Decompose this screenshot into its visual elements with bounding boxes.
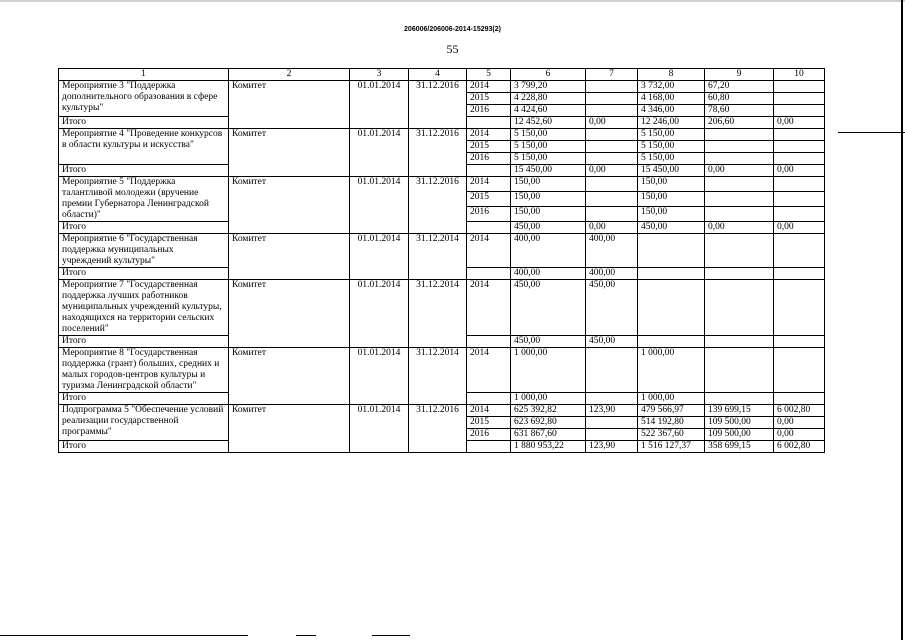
scan-top-edge <box>0 0 905 2</box>
value-c10 <box>774 105 825 117</box>
total-year-cell <box>467 336 511 348</box>
year-row <box>59 234 825 268</box>
start-date: 01.01.2014 <box>350 280 409 348</box>
executor: Комитет <box>229 234 350 280</box>
year-cell: 2016 <box>467 429 511 441</box>
value-c8: 5 150,00 <box>638 141 705 153</box>
value-c7: 123,90 <box>586 405 638 417</box>
value-c10 <box>774 141 825 153</box>
value-c6: 623 692,80 <box>511 417 586 429</box>
total-c7: 0,00 <box>586 117 638 129</box>
value-c6: 3 799,20 <box>511 81 586 93</box>
column-number: 9 <box>705 69 774 81</box>
total-c9: 206,60 <box>705 117 774 129</box>
total-c9: 0,00 <box>705 165 774 177</box>
document-id: 206006/206006-2014-15293(2) <box>404 26 501 33</box>
total-c8: 15 450,00 <box>638 165 705 177</box>
total-c7: 123,90 <box>586 441 638 453</box>
value-c8: 3 732,00 <box>638 81 705 93</box>
executor: Комитет <box>229 348 350 405</box>
total-label: Итого <box>59 336 229 348</box>
column-number: 7 <box>586 69 638 81</box>
value-c6: 400,00 <box>511 234 586 268</box>
value-c7 <box>586 429 638 441</box>
value-c9 <box>705 348 774 393</box>
value-c6: 625 392,82 <box>511 405 586 417</box>
end-date: 31.12.2014 <box>409 280 467 348</box>
value-c10 <box>774 234 825 268</box>
end-date: 31.12.2016 <box>409 81 467 129</box>
start-date: 01.01.2014 <box>350 177 409 234</box>
value-c8 <box>638 234 705 268</box>
total-c6: 12 452,60 <box>511 117 586 129</box>
end-date: 31.12.2016 <box>409 177 467 234</box>
total-year-cell <box>467 117 511 129</box>
value-c10 <box>774 129 825 141</box>
total-label: Итого <box>59 165 229 177</box>
year-cell: 2016 <box>467 207 511 222</box>
value-c9 <box>705 177 774 192</box>
value-c7 <box>586 177 638 192</box>
total-c6: 15 450,00 <box>511 165 586 177</box>
value-c10 <box>774 280 825 336</box>
column-number: 8 <box>638 69 705 81</box>
value-c7 <box>586 348 638 393</box>
total-c8: 1 516 127,37 <box>638 441 705 453</box>
total-c9: 0,00 <box>705 222 774 234</box>
total-c8: 1 000,00 <box>638 393 705 405</box>
value-c10 <box>774 177 825 192</box>
year-cell: 2015 <box>467 417 511 429</box>
total-c10: 0,00 <box>774 117 825 129</box>
value-c9 <box>705 192 774 207</box>
executor: Комитет <box>229 129 350 177</box>
measure-name: Мероприятие 6 "Государственная поддержка муниципальных учреждений культуры" <box>59 234 229 268</box>
value-c6: 150,00 <box>511 177 586 192</box>
value-c10: 0,00 <box>774 429 825 441</box>
value-c7 <box>586 93 638 105</box>
total-year-cell <box>467 268 511 280</box>
value-c6: 450,00 <box>511 280 586 336</box>
total-c9 <box>705 336 774 348</box>
total-c7: 400,00 <box>586 268 638 280</box>
total-c9 <box>705 393 774 405</box>
start-date: 01.01.2014 <box>350 234 409 280</box>
value-c9 <box>705 280 774 336</box>
value-c7 <box>586 141 638 153</box>
value-c6: 5 150,00 <box>511 153 586 165</box>
end-date: 31.12.2014 <box>409 348 467 405</box>
value-c6: 4 424,60 <box>511 105 586 117</box>
value-c8: 5 150,00 <box>638 153 705 165</box>
value-c10 <box>774 81 825 93</box>
value-c6: 1 000,00 <box>511 348 586 393</box>
total-c6: 1 000,00 <box>511 393 586 405</box>
measure-name: Мероприятие 5 "Поддержка талантливой молодежи (вручение премии Губернатора Ленинградской области)" <box>59 177 229 222</box>
value-c8: 514 192,80 <box>638 417 705 429</box>
total-c6: 400,00 <box>511 268 586 280</box>
value-c6: 4 228,80 <box>511 93 586 105</box>
measure-name: Мероприятие 7 "Государственная поддержка лучших работников муниципальных учреждений культуры, находящихся на территории сельских поселений" <box>59 280 229 336</box>
value-c8: 150,00 <box>638 177 705 192</box>
total-c8: 450,00 <box>638 222 705 234</box>
value-c7 <box>586 81 638 93</box>
value-c9 <box>705 234 774 268</box>
total-c7: 450,00 <box>586 336 638 348</box>
end-date: 31.12.2014 <box>409 234 467 280</box>
measure-name: Мероприятие 8 "Государственная поддержка (грант) больших, средних и малых городов-центров культуры и туризма Ленинградской области" <box>59 348 229 393</box>
program-funding-table <box>58 68 825 453</box>
total-c6: 450,00 <box>511 222 586 234</box>
executor: Комитет <box>229 81 350 129</box>
value-c9 <box>705 207 774 222</box>
total-c10: 6 002,80 <box>774 441 825 453</box>
value-c8: 150,00 <box>638 207 705 222</box>
value-c9 <box>705 141 774 153</box>
start-date: 01.01.2014 <box>350 81 409 129</box>
executor: Комитет <box>229 280 350 348</box>
value-c8 <box>638 280 705 336</box>
value-c10 <box>774 153 825 165</box>
year-cell: 2014 <box>467 405 511 417</box>
total-year-cell <box>467 222 511 234</box>
year-row <box>59 129 825 141</box>
total-c7: 0,00 <box>586 222 638 234</box>
total-c6: 450,00 <box>511 336 586 348</box>
year-row <box>59 280 825 336</box>
column-number: 4 <box>409 69 467 81</box>
total-c10: 0,00 <box>774 222 825 234</box>
column-number: 1 <box>59 69 229 81</box>
value-c9: 109 500,00 <box>705 429 774 441</box>
total-c10 <box>774 393 825 405</box>
executor: Комитет <box>229 177 350 234</box>
total-label: Итого <box>59 268 229 280</box>
measure-name: Мероприятие 3 "Поддержка дополнительного образования в сфере культуры" <box>59 81 229 117</box>
value-c8: 150,00 <box>638 192 705 207</box>
total-c10 <box>774 336 825 348</box>
end-date: 31.12.2016 <box>409 129 467 177</box>
year-cell: 2014 <box>467 129 511 141</box>
column-number: 3 <box>350 69 409 81</box>
value-c8: 522 367,60 <box>638 429 705 441</box>
value-c7 <box>586 105 638 117</box>
value-c9: 78,60 <box>705 105 774 117</box>
year-row <box>59 177 825 192</box>
value-c9: 60,80 <box>705 93 774 105</box>
value-c9: 109 500,00 <box>705 417 774 429</box>
value-c7 <box>586 192 638 207</box>
value-c7: 450,00 <box>586 280 638 336</box>
year-cell: 2014 <box>467 348 511 393</box>
total-c7 <box>586 393 638 405</box>
year-row <box>59 348 825 393</box>
value-c10 <box>774 192 825 207</box>
year-row <box>59 81 825 93</box>
value-c6: 5 150,00 <box>511 141 586 153</box>
total-c10 <box>774 268 825 280</box>
total-c8 <box>638 336 705 348</box>
value-c8: 5 150,00 <box>638 129 705 141</box>
start-date: 01.01.2014 <box>350 348 409 405</box>
value-c9: 67,20 <box>705 81 774 93</box>
value-c7 <box>586 153 638 165</box>
end-date: 31.12.2016 <box>409 405 467 453</box>
executor: Комитет <box>229 405 350 453</box>
year-cell: 2016 <box>467 153 511 165</box>
total-label: Итого <box>59 117 229 129</box>
scan-artifact-line <box>296 635 316 636</box>
year-cell: 2016 <box>467 105 511 117</box>
total-c10: 0,00 <box>774 165 825 177</box>
start-date: 01.01.2014 <box>350 405 409 453</box>
total-year-cell <box>467 441 511 453</box>
value-c6: 150,00 <box>511 207 586 222</box>
year-cell: 2015 <box>467 192 511 207</box>
column-number-row <box>59 69 825 81</box>
value-c7 <box>586 417 638 429</box>
value-c10 <box>774 348 825 393</box>
total-label: Итого <box>59 393 229 405</box>
year-cell: 2014 <box>467 280 511 336</box>
total-label: Итого <box>59 222 229 234</box>
column-number: 5 <box>467 69 511 81</box>
total-year-cell <box>467 165 511 177</box>
total-c8: 12 246,00 <box>638 117 705 129</box>
value-c10 <box>774 93 825 105</box>
value-c8: 1 000,00 <box>638 348 705 393</box>
total-c9 <box>705 268 774 280</box>
page-number: 55 <box>446 42 459 56</box>
value-c9: 139 699,15 <box>705 405 774 417</box>
value-c10: 6 002,80 <box>774 405 825 417</box>
year-cell: 2015 <box>467 93 511 105</box>
value-c10: 0,00 <box>774 417 825 429</box>
value-c7 <box>586 207 638 222</box>
scan-right-border <box>901 0 903 640</box>
measure-name: Подпрограмма 5 "Обеспечение условий реализации государственной программы" <box>59 405 229 441</box>
scan-artifact-line <box>372 635 410 636</box>
value-c8: 4 168,00 <box>638 93 705 105</box>
total-year-cell <box>467 393 511 405</box>
year-cell: 2014 <box>467 177 511 192</box>
total-c8 <box>638 268 705 280</box>
scan-artifact-line <box>0 635 248 636</box>
column-number: 10 <box>774 69 825 81</box>
measure-name: Мероприятие 4 "Проведение конкурсов в области культуры и искусства" <box>59 129 229 165</box>
total-c6: 1 880 953,22 <box>511 441 586 453</box>
value-c8: 4 346,00 <box>638 105 705 117</box>
year-row <box>59 405 825 417</box>
year-cell: 2014 <box>467 234 511 268</box>
total-c7: 0,00 <box>586 165 638 177</box>
value-c10 <box>774 207 825 222</box>
total-c9: 358 699,15 <box>705 441 774 453</box>
total-label: Итого <box>59 441 229 453</box>
start-date: 01.01.2014 <box>350 129 409 177</box>
value-c6: 150,00 <box>511 192 586 207</box>
scan-artifact-line <box>838 132 905 133</box>
value-c8: 479 566,97 <box>638 405 705 417</box>
column-number: 6 <box>511 69 586 81</box>
value-c6: 5 150,00 <box>511 129 586 141</box>
value-c7 <box>586 129 638 141</box>
year-cell: 2015 <box>467 141 511 153</box>
value-c9 <box>705 153 774 165</box>
column-number: 2 <box>229 69 350 81</box>
year-cell: 2014 <box>467 81 511 93</box>
value-c7: 400,00 <box>586 234 638 268</box>
value-c6: 631 867,60 <box>511 429 586 441</box>
value-c9 <box>705 129 774 141</box>
